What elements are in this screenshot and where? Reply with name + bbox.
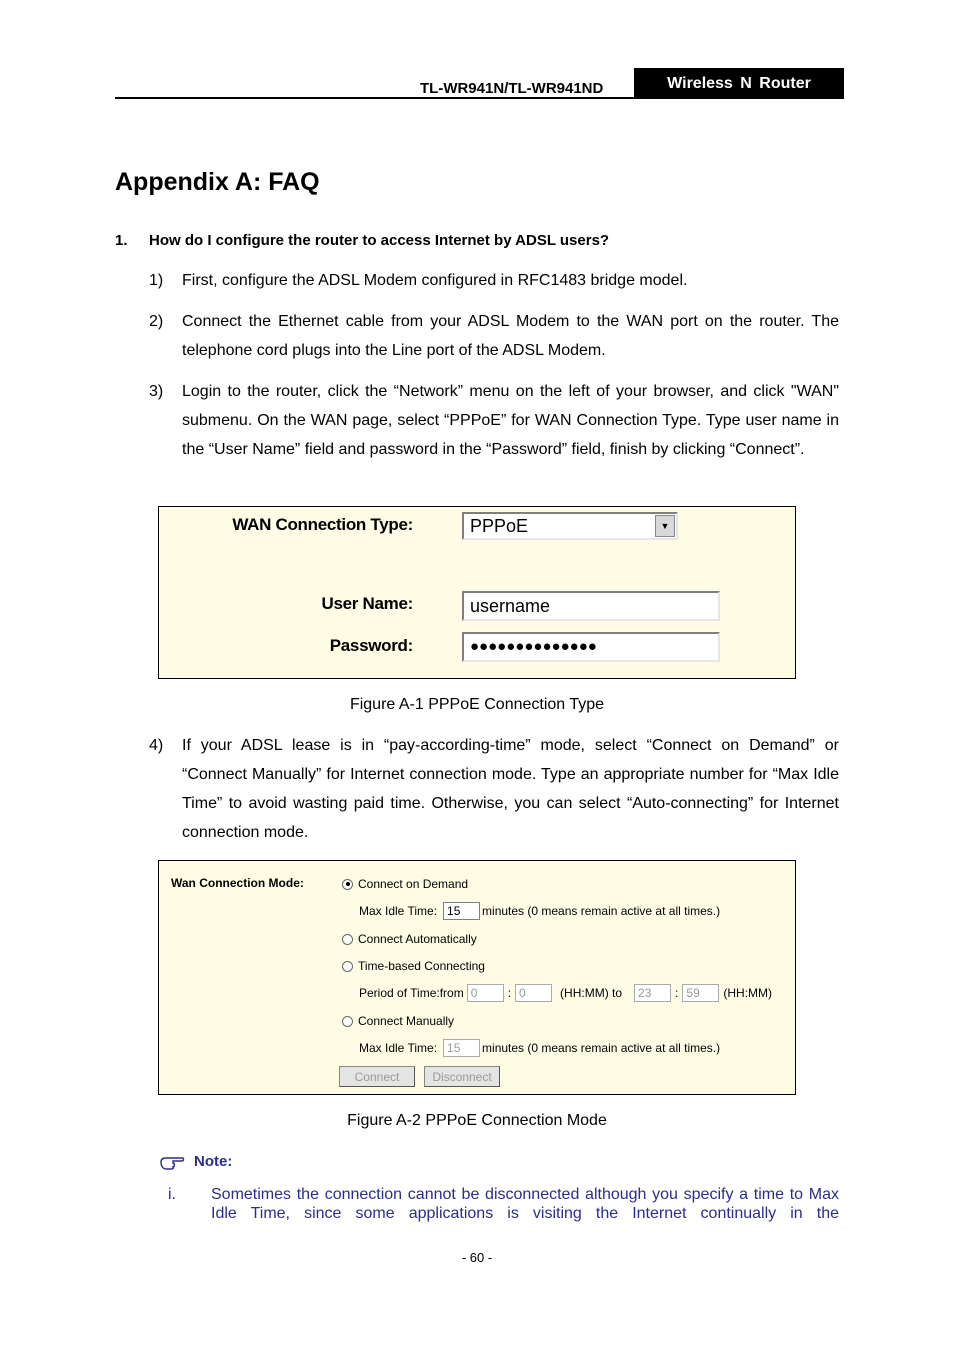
max-idle-label: Max Idle Time: (359, 904, 438, 918)
wan-mode-label: Wan Connection Mode: (171, 876, 304, 890)
figure-pppoe-type (158, 506, 796, 679)
radio-label: Connect Automatically (358, 932, 477, 946)
max-idle-row (359, 902, 720, 920)
step-text: If your ADSL lease is in “pay-according-time” mode, select “Connect on Demand” or “Connect Manually” for Internet connection mode. Type an appropriate number for “Max Idle Time” to avoid wasting paid time. Otherwise, you can select “Auto-connecting” for Internet connection mode. (182, 737, 839, 841)
password-input[interactable]: ●●●●●●●●●●●●●● (462, 632, 720, 662)
header-product: Wireless N Router (634, 68, 844, 99)
radio-label: Connect on Demand (358, 877, 469, 891)
step-number: 1) (149, 272, 164, 289)
step-number: 3) (149, 383, 164, 400)
time-separator: : (507, 986, 512, 1000)
from-minute-input[interactable]: 0 (515, 984, 552, 1002)
radio-connect-manually[interactable] (342, 1014, 454, 1028)
step-number: 2) (149, 313, 164, 330)
note-label: Note: (194, 1153, 233, 1170)
max-idle-label: Max Idle Time: (359, 1041, 438, 1055)
disconnect-button[interactable]: Disconnect (424, 1066, 500, 1087)
username-input[interactable]: username (462, 591, 720, 621)
step-text: Login to the router, click the “Network” menu on the left of your browser, and click "WAN" submenu. On the WAN page, select “PPPoE” for WAN Connection Type. Type user name in the “User Name” field and password in the “Password” field, finish by clicking “Connect”. (182, 383, 839, 458)
radio-label: Time-based Connecting (358, 959, 485, 973)
header-model: TL-WR941N/TL-WR941ND (420, 80, 604, 97)
to-hour-input[interactable]: 23 (634, 984, 671, 1002)
username-label: User Name: (321, 594, 413, 613)
figure-caption-1: Figure A-1 PPPoE Connection Type (349, 696, 605, 713)
step-4 (149, 731, 839, 847)
page-title: Appendix A: FAQ (115, 168, 320, 196)
wan-type-value: PPPoE (470, 516, 529, 536)
page-number: - 60 - (461, 1250, 493, 1265)
hhmm-to-label: (HH:MM) to (560, 986, 623, 1000)
radio-icon[interactable] (342, 1016, 353, 1027)
question-number: 1. (115, 232, 128, 249)
step-text: First, configure the ADSL Modem configured in RFC1483 bridge model. (182, 272, 688, 289)
time-separator: : (675, 986, 679, 1000)
connect-button[interactable]: Connect (339, 1066, 415, 1087)
minutes-note: minutes (0 means remain active at all times.) (482, 904, 721, 918)
radio-selected-icon[interactable] (342, 879, 353, 890)
radio-connect-on-demand[interactable] (342, 877, 468, 891)
radio-time-based[interactable] (342, 959, 485, 973)
note-heading (160, 1153, 232, 1170)
to-minute-input[interactable]: 59 (682, 984, 719, 1002)
step-1 (149, 266, 839, 295)
step-number: 4) (149, 737, 164, 754)
radio-label: Connect Manually (358, 1014, 455, 1028)
password-label: Password: (329, 636, 413, 655)
step-2 (149, 307, 839, 365)
pointing-hand-icon (160, 1154, 186, 1170)
question-text: How do I configure the router to access Internet by ADSL users? (149, 232, 610, 249)
step-text: Connect the Ethernet cable from your ADSL Modem to the WAN port on the router. The telephone cord plugs into the Line port of the ADSL Modem. (182, 313, 839, 359)
question-heading (115, 232, 609, 249)
chevron-down-icon[interactable]: ▼ (655, 515, 675, 537)
note-item-1 (168, 1185, 839, 1223)
period-row (359, 984, 772, 1002)
radio-icon[interactable] (342, 961, 353, 972)
note-text: Sometimes the connection cannot be disconnected although you specify a time to Max Idle Time, since some applications is visiting the Internet continually in the (211, 1186, 839, 1222)
max-idle-input[interactable]: 15 (443, 902, 480, 920)
figure-caption-2: Figure A-2 PPPoE Connection Mode (347, 1112, 607, 1129)
header-rule (115, 97, 844, 99)
max-idle-row-2 (359, 1039, 720, 1057)
note-number: i. (168, 1186, 176, 1203)
period-label: Period of Time:from (359, 986, 464, 1000)
minutes-note: minutes (0 means remain active at all times.) (482, 1041, 721, 1055)
step-3 (149, 377, 839, 464)
wan-type-select[interactable] (462, 512, 678, 540)
from-hour-input[interactable]: 0 (467, 984, 504, 1002)
radio-icon[interactable] (342, 934, 353, 945)
hhmm-label: (HH:MM) (723, 986, 773, 1000)
wan-type-label: WAN Connection Type: (232, 515, 413, 534)
max-idle-input-2[interactable]: 15 (443, 1039, 480, 1057)
radio-connect-automatically[interactable] (342, 932, 477, 946)
figure-pppoe-mode (158, 860, 796, 1095)
